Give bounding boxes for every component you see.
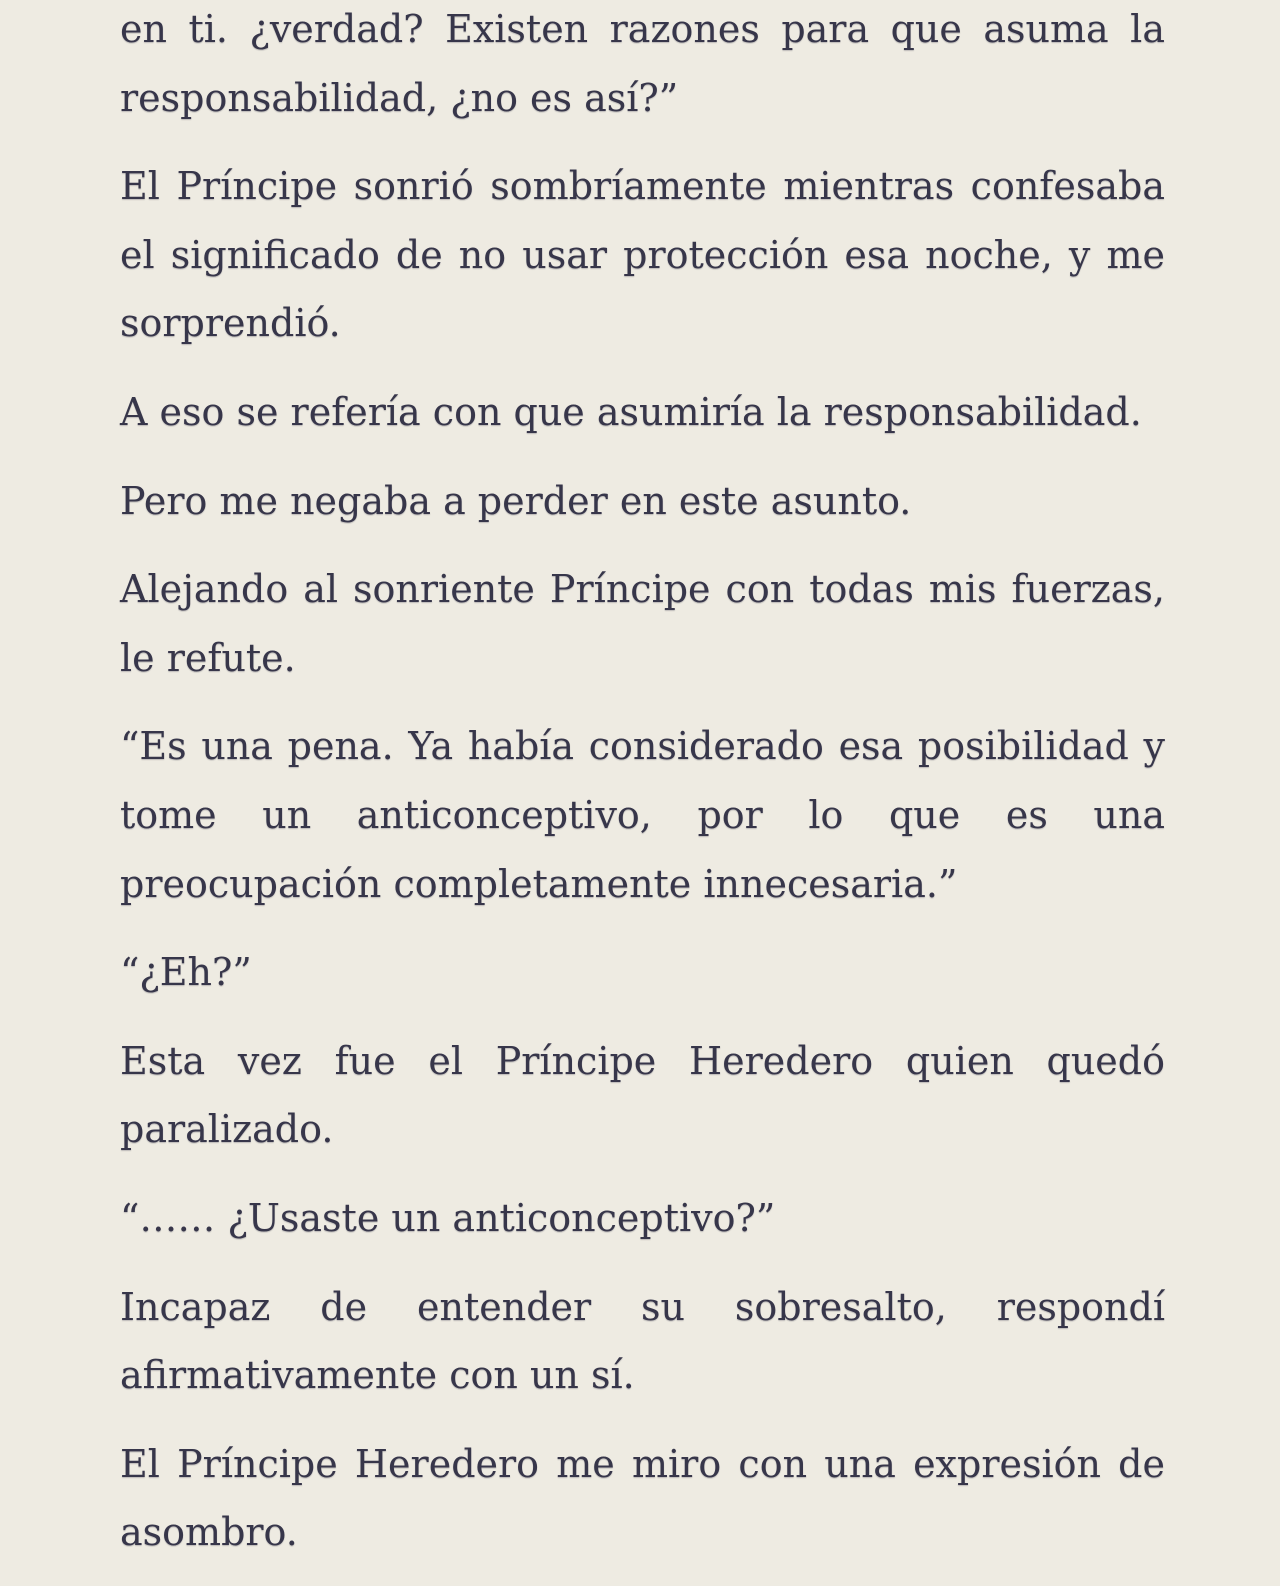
paragraph-10: Incapaz de entender su sobresalto, respondí afirmativamente con un sí.: [120, 1284, 1165, 1398]
paragraph-1: en ti. ¿verdad? Existen razones para que asuma la responsabilidad, ¿no es así?”: [120, 7, 1165, 120]
paragraph-4: Pero me negaba a perder en este asunto.: [120, 478, 912, 523]
paragraph-9: “…… ¿Usaste un anticonceptivo?”: [120, 1195, 776, 1240]
paragraph-3: A eso se refería con que asumiría la responsabilidad.: [120, 389, 1142, 434]
paragraph-6: “Es una pena. Ya había considerado esa posibilidad y tome un anticonceptivo, por lo que es una preocupación completamente innecesaria.”: [120, 724, 1165, 906]
text-body: [120, 0, 1165, 1586]
paragraph-8: Esta vez fue el Príncipe Heredero quien quedó paralizado.: [120, 1038, 1165, 1152]
paragraph-5: Alejando al sonriente Príncipe con todas mis fuerzas, le refute.: [120, 567, 1165, 680]
paragraph-2: El Príncipe sonrió sombríamente mientras confesaba el significado de no usar protección esa noche, y me sorprendió.: [120, 164, 1165, 346]
paragraph-11: El Príncipe Heredero me miro con una expresión de asombro.: [120, 1441, 1165, 1555]
paragraph-7: “¿Eh?”: [120, 950, 252, 995]
